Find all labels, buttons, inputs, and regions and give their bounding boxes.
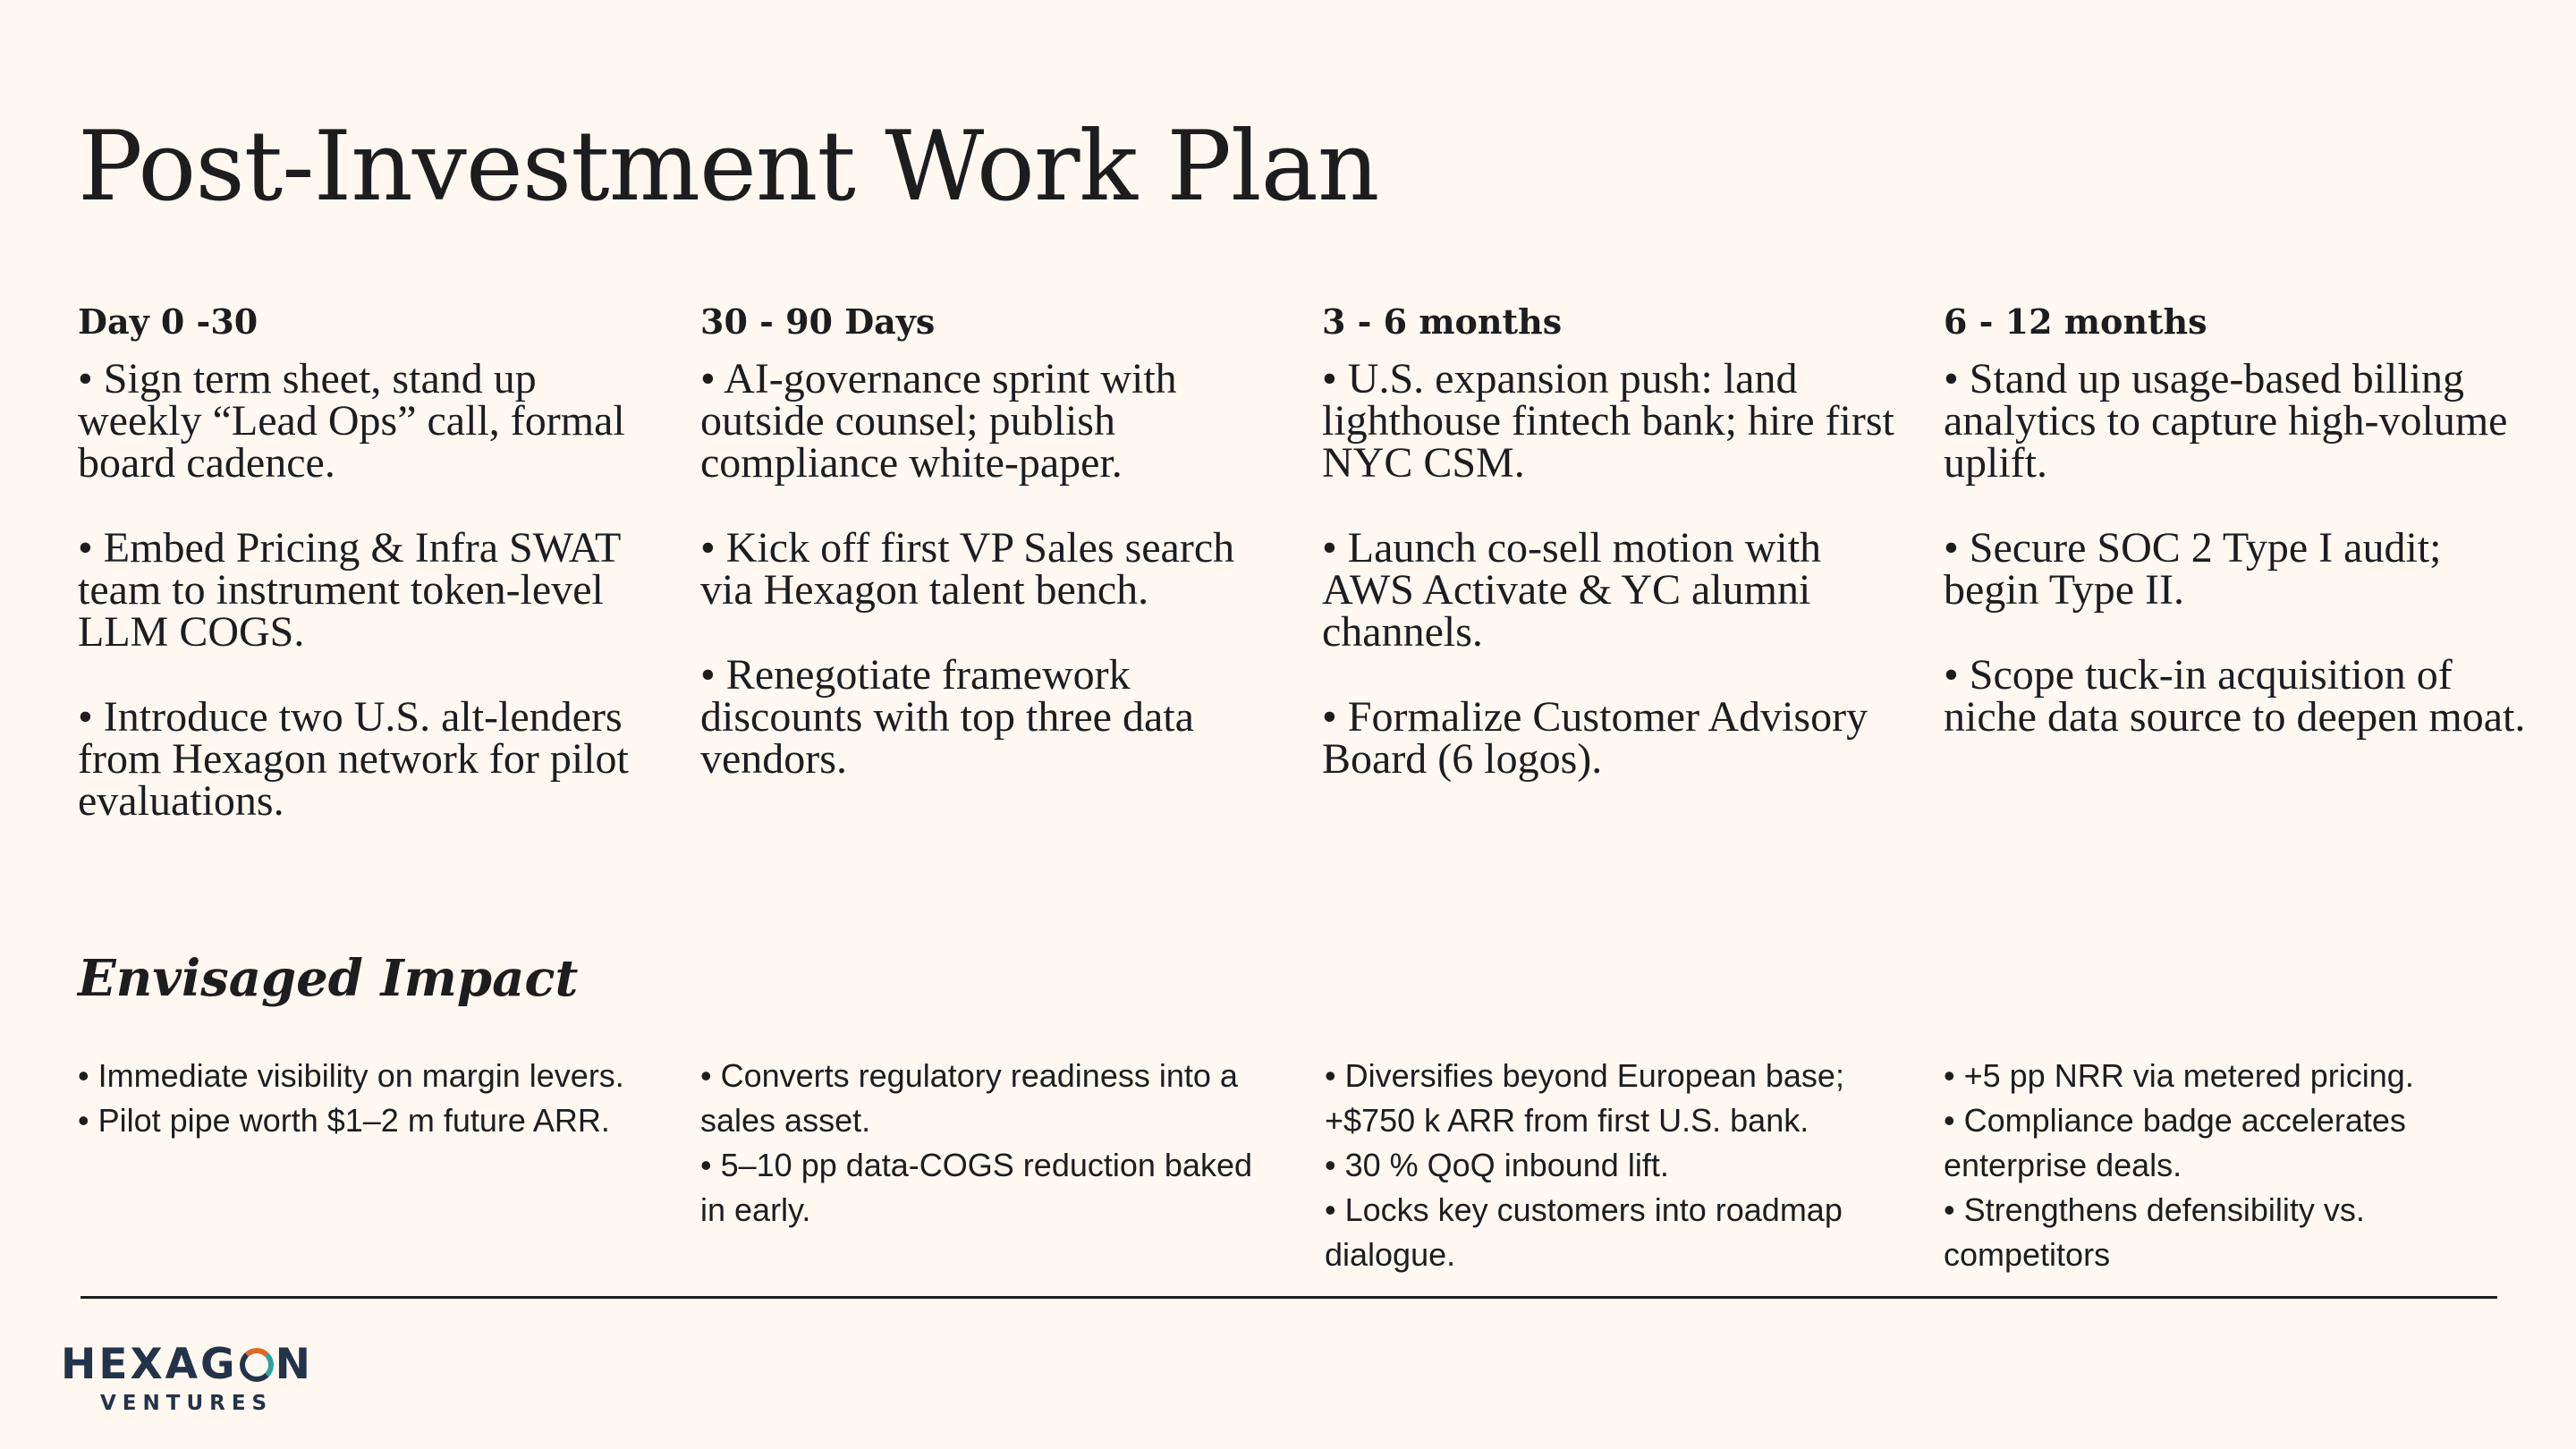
column-heading: 3 - 6 months (1322, 301, 1563, 342)
timeline-column-day-0-30 (78, 299, 668, 865)
impact-item: • 5–10 pp data-COGS reduction baked in early. (700, 1147, 1252, 1228)
impact-item: • Diversifies beyond European base; +$750 k ARR from first U.S. bank. (1325, 1057, 1844, 1139)
timeline-column-6-12-months (1944, 299, 2534, 781)
work-item: • U.S. expansion push: land lighthouse fintech bank; hire first NYC CSM. (1322, 355, 1894, 487)
work-item: • Introduce two U.S. alt-lenders from Hexagon network for pilot evaluations. (78, 693, 629, 825)
impact-column-1 (78, 1054, 668, 1143)
impact-column-3 (1325, 1054, 1906, 1277)
impact-heading: Envisaged Impact (78, 949, 579, 1008)
impact-item: • Converts regulatory readiness into a sales asset. (700, 1057, 1238, 1139)
impact-item: • Pilot pipe worth $1–2 m future ARR. (78, 1102, 610, 1139)
column-heading: 30 - 90 Days (700, 301, 936, 342)
hexagon-ventures-logo (61, 1340, 313, 1419)
work-item: • Scope tuck-in acquisition of niche data source to deepen moat. (1944, 651, 2526, 741)
work-item: • Kick off first VP Sales search via Hexagon talent bench. (700, 524, 1235, 614)
timeline-column-30-90-days (700, 299, 1291, 823)
logo-word-right: N (275, 1340, 313, 1389)
impact-item: • 30 % QoQ inbound lift. (1325, 1147, 1669, 1183)
footer-divider (80, 1296, 2497, 1299)
column-heading: 6 - 12 months (1944, 301, 2207, 342)
impact-column-4 (1944, 1054, 2525, 1277)
column-heading: Day 0 -30 (78, 301, 258, 342)
work-item: • AI-governance sprint with outside counsel; publish compliance white-paper. (700, 355, 1177, 487)
page-title: Post-Investment Work Plan (78, 111, 1379, 223)
impact-column-2 (700, 1054, 1282, 1233)
impact-item: • Strengthens defensibility vs. competitors (1944, 1191, 2365, 1273)
impact-item: • Locks key customers into roadmap dialogue. (1325, 1191, 1843, 1273)
impact-item: • +5 pp NRR via metered pricing. (1944, 1057, 2414, 1094)
work-item: • Formalize Customer Advisory Board (6 logos). (1322, 693, 1868, 783)
logo-word-left: HEXAG (61, 1340, 238, 1389)
logo-wordmark (61, 1340, 313, 1389)
work-item: • Stand up usage-based billing analytics to capture high-volume uplift. (1944, 355, 2508, 487)
work-item: • Renegotiate framework discounts with top three data vendors. (700, 651, 1194, 783)
impact-item: • Immediate visibility on margin levers. (78, 1057, 624, 1094)
timeline-column-3-6-months (1322, 299, 1912, 823)
work-item: • Secure SOC 2 Type I audit; begin Type II. (1944, 524, 2442, 614)
hexagon-o-ring-icon (240, 1348, 274, 1382)
work-item: • Embed Pricing & Infra SWAT team to instrument token-level LLM COGS. (78, 524, 621, 656)
impact-item: • Compliance badge accelerates enterprise deals. (1944, 1102, 2406, 1183)
work-item: • Launch co-sell motion with AWS Activate & YC alumni channels. (1322, 524, 1822, 656)
logo-subtitle: VENTURES (100, 1392, 274, 1415)
work-item: • Sign term sheet, stand up weekly “Lead Ops” call, formal board cadence. (78, 355, 625, 487)
